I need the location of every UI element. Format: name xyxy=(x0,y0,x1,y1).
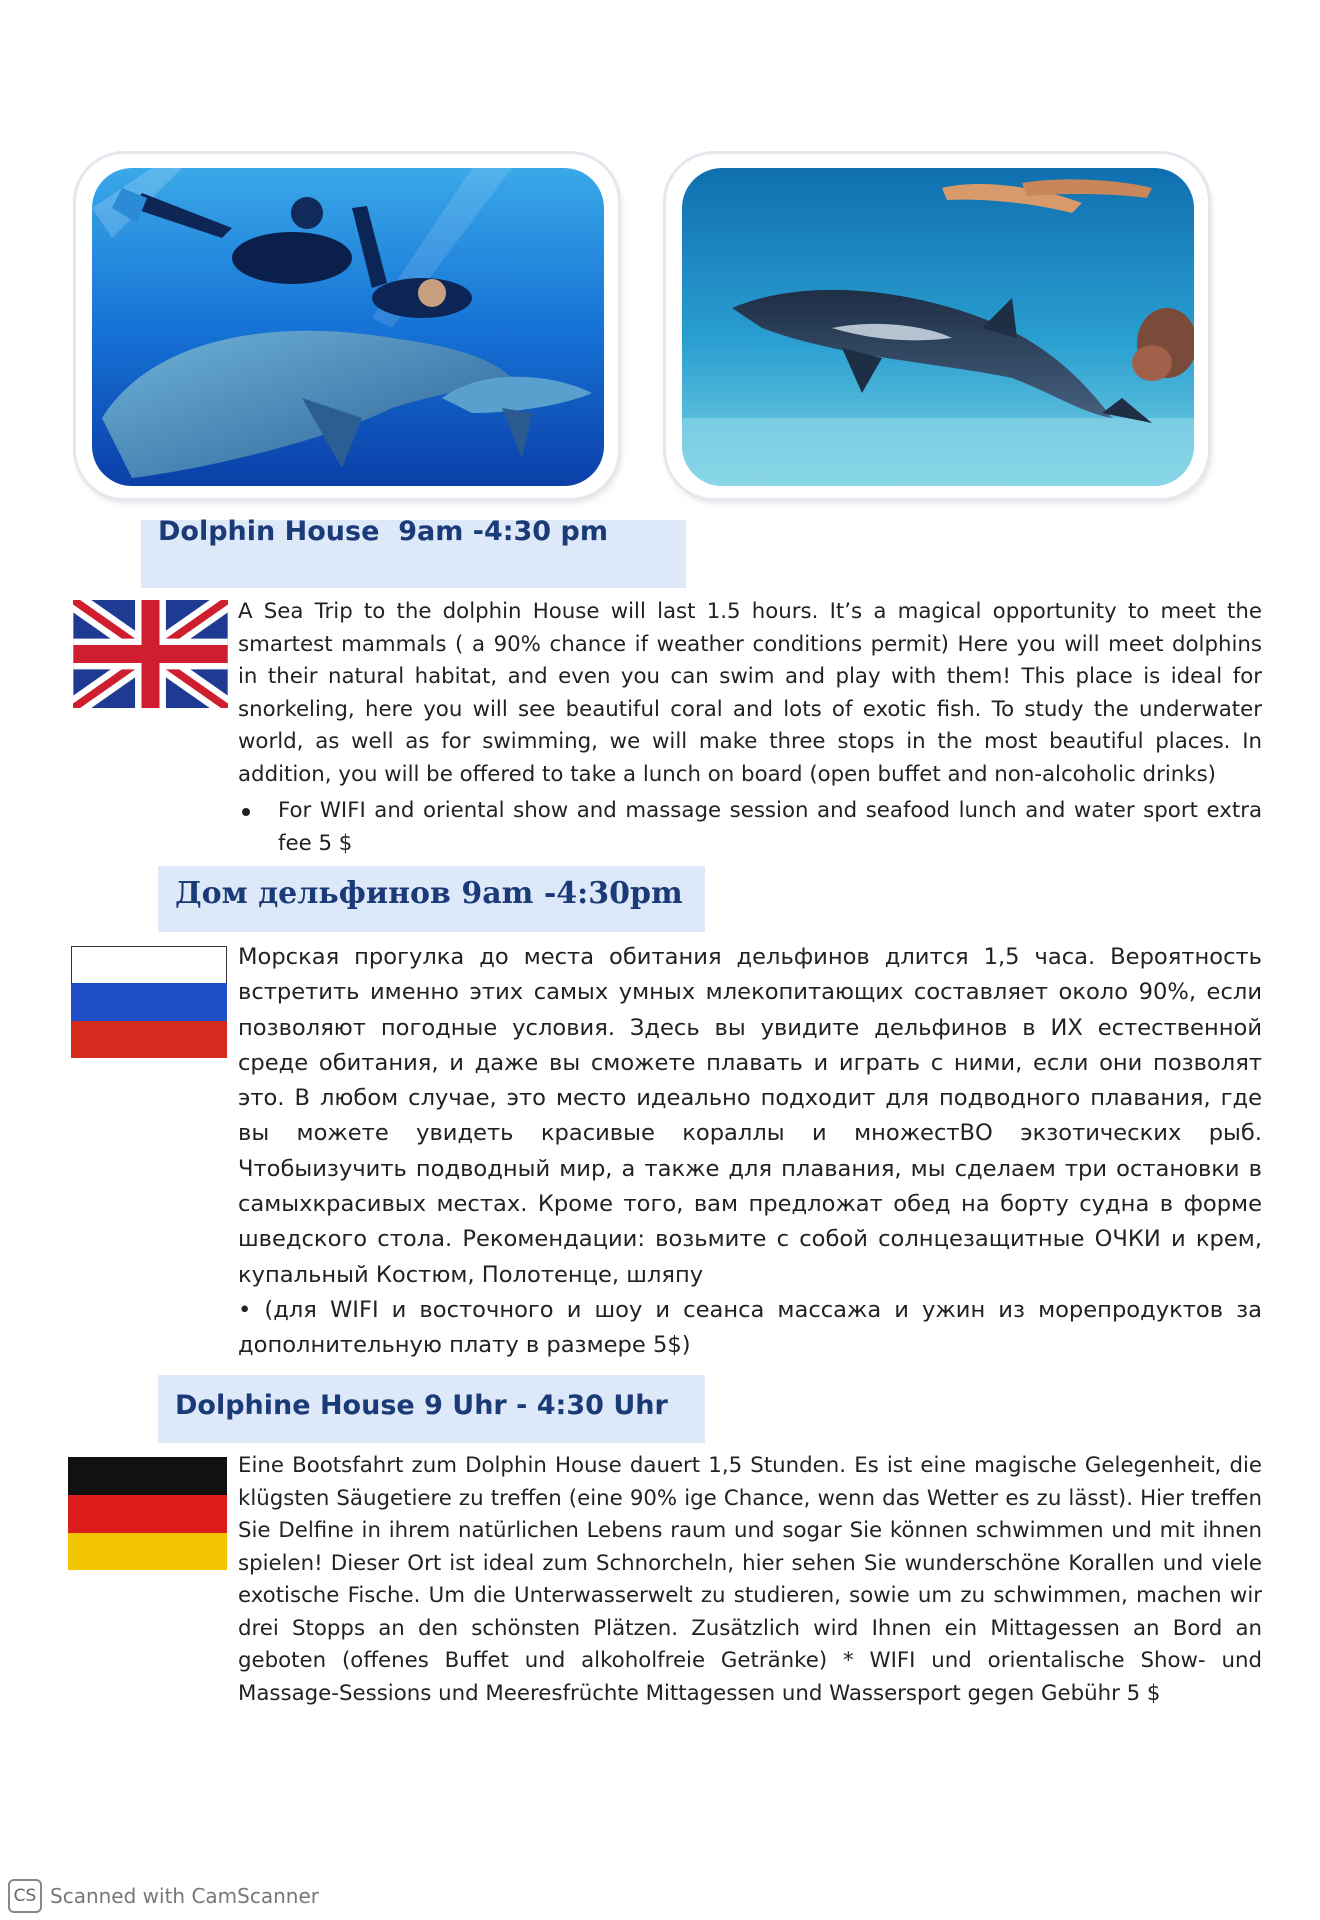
camscanner-text: Scanned with CamScanner xyxy=(50,1884,319,1908)
english-description: A Sea Trip to the dolphin House will last 1.5 hours. It’s a magical opportunity to meet the smartest mammals ( a 90% chance if weather conditions permit) Here you will meet dolphins in their natural habitat, and even you can swim and play with them! This place is ideal for snorkeling, here you will see beautiful coral and lots of exotic fish. To study the underwater world, as well as for swimming, we will make three stops in the most beautiful places. In addition, you will be offered to take a lunch on board (open buffet and non-alcoholic drinks) xyxy=(238,599,1262,787)
dolphin-and-snorkelers-image xyxy=(682,168,1194,486)
german-description: Eine Bootsfahrt zum Dolphin House dauert 1,5 Stunden. Es ist eine magische Gelegenheit, die klügsten Säugetiere zu treffen (eine 90% ige Chance, wenn das Wetter es zu lässt). Hier treffen Sie Delfine in ihrem natürlichen Lebens raum und sogar Sie können schwimmen und mit ihnen spielen! Dieser Ort ist ideal zum Schnorcheln, hier sehen Sie wunderschöne Korallen und viele exotische Fische. Um die Unterwasserwelt zu studieren, sowie um zu schwimmen, machen wir drei Stopps an den schönsten Plätzen. Zusätzlich wird Ihnen ein Mittagessen an Bord an geboten (offenes Buffet und alkoholfreie Getränke) * WIFI und orientalische Show- und Massage-Sessions und Meeresfrüchte Mittagessen und Wassersport gegen Gebühr 5 $ xyxy=(238,1453,1262,1706)
english-heading: Dolphin House 9am -4:30 pm xyxy=(158,516,608,547)
russian-heading: Дом дельфинов 9am -4:30pm xyxy=(175,876,683,911)
german-heading: Dolphine House 9 Uhr - 4:30 Uhr xyxy=(175,1390,668,1421)
dolphin-and-snorkelers-photo xyxy=(666,154,1208,498)
camscanner-logo: CS xyxy=(8,1879,42,1913)
uk-flag-icon xyxy=(73,600,228,708)
english-extra-fee-note: For WIFI and oriental show and massage session and seafood lunch and water sport extra fee 5 $ xyxy=(278,798,1262,856)
russian-extra-fee-note: • (для WIFI и восточного и шоу и сеанса массажа и ужин из морепродуктов за дополнительную плату в размере 5$) xyxy=(238,1297,1262,1359)
russian-description: Морская прогулка до места обитания дельфинов длится 1,5 часа. Вероятность встретить именно этих самых умных млекопитающих составляет около 90%, если позволяют погодные условия. Здесь вы увидите дельфинов в ИХ естественной среде обитания, и даже вы сможете плавать и играть с ними, если они позволят это. В любом случае, это место идеально подходит для подводного плавания, где вы можете увидеть красивые кораллы и множестВО экзотических рыб. Чтобыизучить подводный мир, а также для плавания, мы сделаем три остановки в самыхкрасивых местах. Кроме того, вам предложат обед на борту судна в форме шведского стола. Рекомендации: возьмите с собой солнцезащитные ОЧКИ и крем, купальный Костюм, Полотенце, шляпу xyxy=(238,944,1262,1288)
divers-with-dolphins-photo xyxy=(76,154,618,498)
english-bullet-dot xyxy=(242,808,250,816)
russia-flag-icon xyxy=(71,946,227,1058)
germany-flag-icon xyxy=(68,1457,227,1570)
camscanner-watermark xyxy=(8,1876,319,1916)
divers-with-dolphins-image xyxy=(92,168,604,486)
